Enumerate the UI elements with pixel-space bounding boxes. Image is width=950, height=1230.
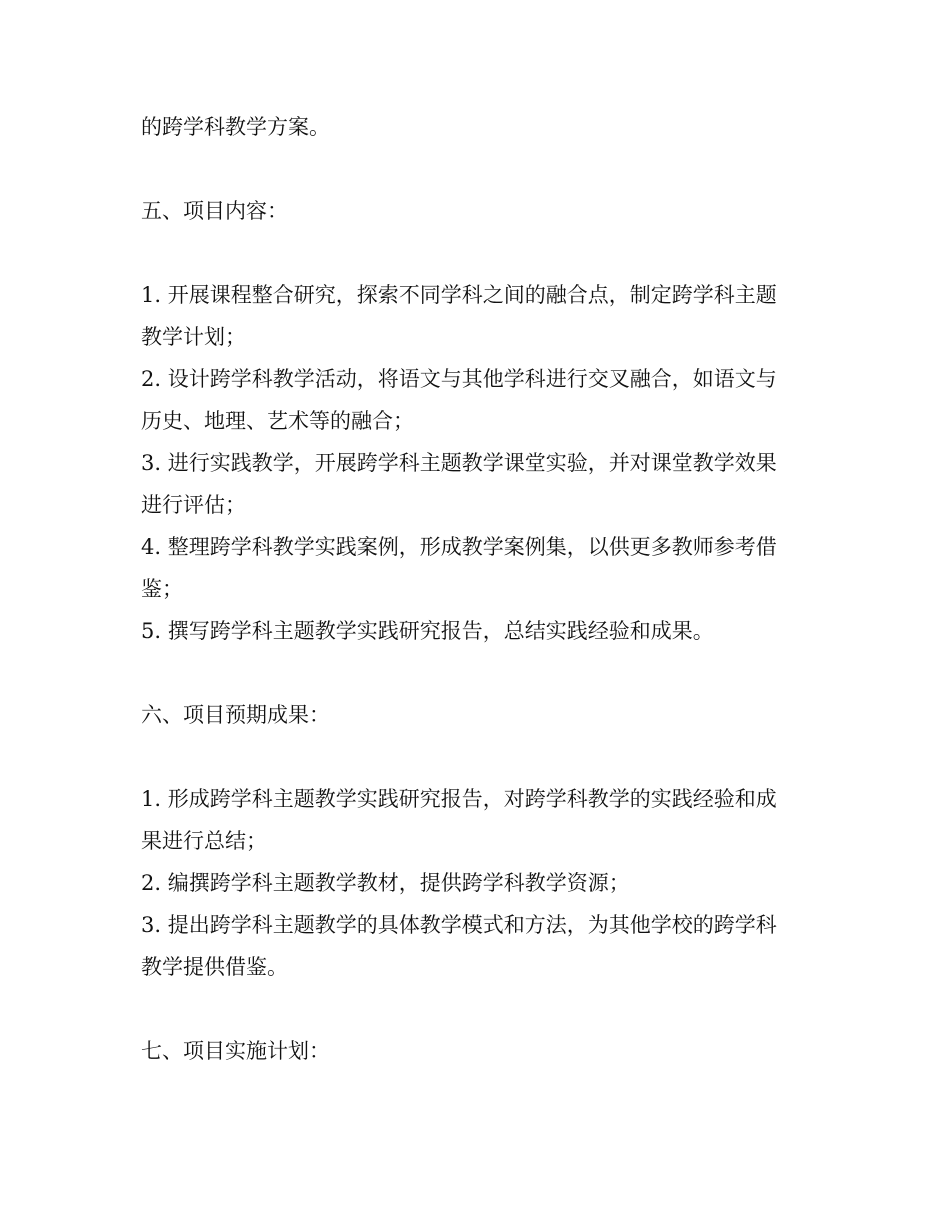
paragraph-gap xyxy=(141,652,797,694)
outcome-item-1: 1. 形成跨学科主题教学实践研究报告，对跨学科教学的实践经验和成果进行总结； xyxy=(141,787,777,853)
paragraph-gap xyxy=(141,988,797,1030)
paragraph-gap xyxy=(141,148,797,190)
paragraph-gap xyxy=(141,232,797,274)
content-item-3: 3. 进行实践教学，开展跨学科主题教学课堂实验，并对课堂教学效果进行评估； xyxy=(141,451,777,517)
section-heading-content: 五、项目内容： xyxy=(141,199,288,223)
section-heading-plan: 七、项目实施计划： xyxy=(141,1039,330,1063)
document-body xyxy=(141,106,797,1072)
outcome-item-3: 3. 提出跨学科主题教学的具体教学模式和方法，为其他学校的跨学科教学提供借鉴。 xyxy=(141,913,777,979)
content-item-5: 5. 撰写跨学科主题教学实践研究报告，总结实践经验和成果。 xyxy=(141,619,714,643)
content-item-4: 4. 整理跨学科教学实践案例，形成教学案例集，以供更多教师参考借鉴； xyxy=(141,535,777,601)
section-heading-outcomes: 六、项目预期成果： xyxy=(141,703,330,727)
content-item-1: 1. 开展课程整合研究，探索不同学科之间的融合点，制定跨学科主题教学计划； xyxy=(141,283,777,349)
intro-tail-text: 的跨学科教学方案。 xyxy=(141,115,330,139)
outcome-item-2: 2. 编撰跨学科主题教学教材，提供跨学科教学资源； xyxy=(141,871,630,895)
paragraph-gap xyxy=(141,736,797,778)
content-item-2: 2. 设计跨学科教学活动，将语文与其他学科进行交叉融合，如语文与历史、地理、艺术等的融合； xyxy=(141,367,777,433)
